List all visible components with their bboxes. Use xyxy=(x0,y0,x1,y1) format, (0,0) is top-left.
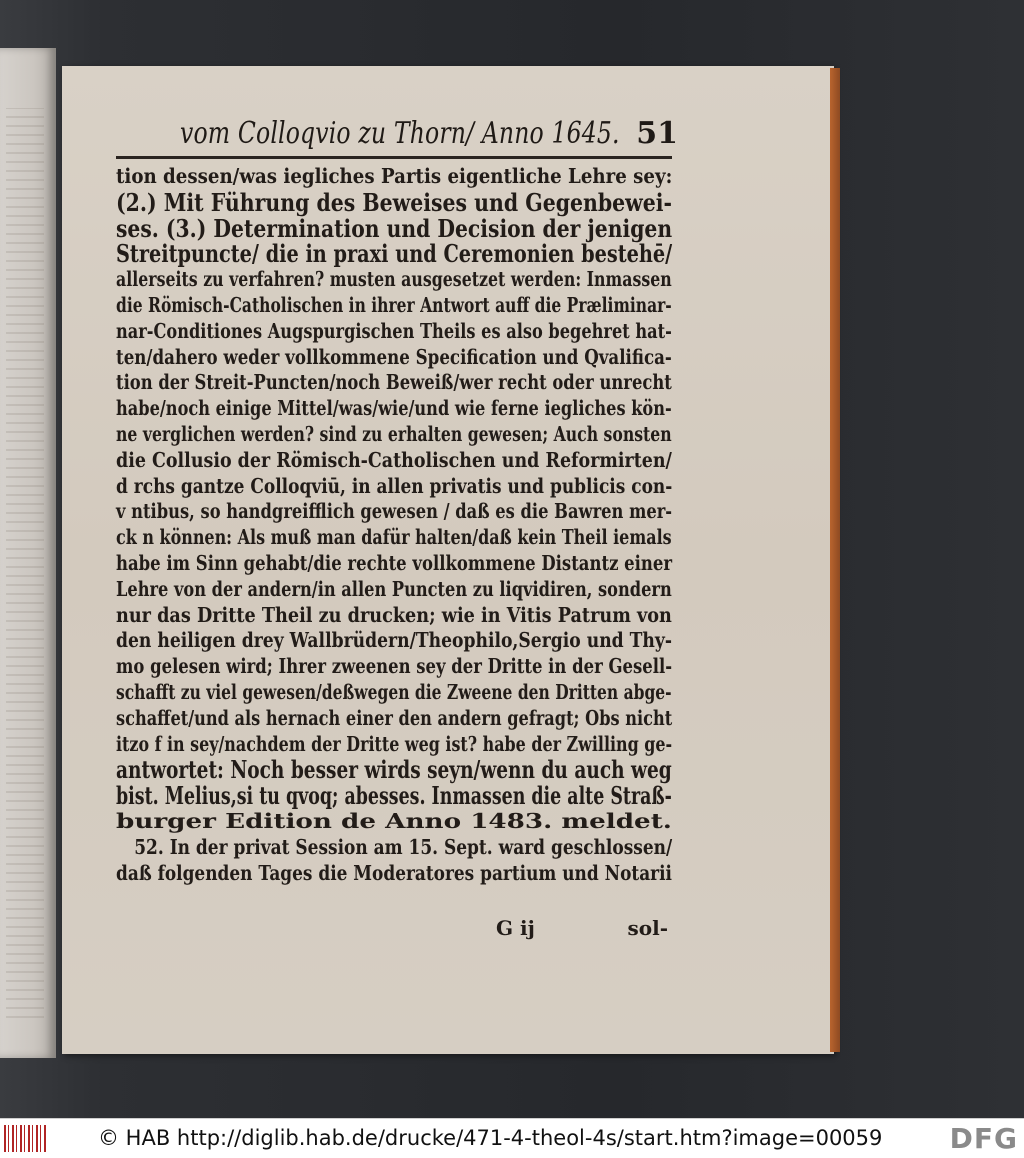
text-line: den heiligen drey Wallbrüdern/Theophilo,Sergio und Thy- xyxy=(116,628,673,653)
text-line: ten/dahero weder vollkommene Specification und Qvalifica- xyxy=(116,344,672,369)
copyright-url[interactable]: © HAB http://diglib.hab.de/drucke/471-4-theol-4s/start.htm?image=00059 xyxy=(98,1126,883,1150)
text-line: schaffet/und als hernach einer den andern gefragt; Obs nicht xyxy=(116,705,673,730)
text-line: schafft zu viel gewesen/deßwegen die Zweene den Dritten abge- xyxy=(116,679,672,704)
text-line: mo gelesen wird; Ihrer zweenen sey der Dritte in der Gesell- xyxy=(116,654,673,679)
text-line: nar-Conditiones Augspurgischen Theils es also begehret hat- xyxy=(116,318,672,343)
text-line: habe im Sinn gehabt/die rechte vollkommene Distantz einer xyxy=(116,550,673,575)
text-line: ses. (3.) Determination und Decision der jenigen xyxy=(116,213,673,243)
body-text xyxy=(116,164,676,886)
text-line: bist. Melius,si tu qvoq; abesses. Inmassen die alte Straß- xyxy=(116,781,672,811)
text-line: antwortet: Noch besser wirds seyn/wenn du auch weg xyxy=(116,755,672,785)
text-line: v ntibus, so handgreifflich gewesen / daß es die Bawren mer- xyxy=(116,499,673,524)
text-line: tion der Streit-Puncten/noch Beweiß/wer recht oder unrecht xyxy=(116,370,672,395)
previous-page-edge xyxy=(0,48,56,1058)
text-line: die Collusio der Römisch-Catholischen und Reformirten/ xyxy=(116,447,672,472)
text-line: (2.) Mit Führung des Beweises und Gegenbewei- xyxy=(116,187,672,217)
header-rule xyxy=(116,156,672,159)
text-line: burger Edition de Anno 1483. meldet. xyxy=(116,808,672,833)
text-line: daß folgenden Tages die Moderatores partium und Notarii xyxy=(116,860,672,885)
page-number: 51 xyxy=(636,116,678,151)
catchword-line xyxy=(116,916,672,944)
page-edge xyxy=(830,68,840,1052)
text-line: ne verglichen werden? sind zu erhalten gewesen; Auch sonsten xyxy=(116,421,672,446)
barcode-icon xyxy=(4,1125,46,1152)
text-line: 52. In der privat Session am 15. Sept. ward geschlossen/ xyxy=(134,834,673,859)
running-title: vom Colloqvio zu Thorn/ Anno 1645. xyxy=(180,116,620,151)
text-line: allerseits zu verfahren? musten ausgesetzet werden: Inmassen xyxy=(116,267,672,292)
dfg-logo: DFG xyxy=(949,1122,1018,1155)
text-line: tion dessen/was iegliches Partis eigentliche Lehre sey: xyxy=(116,164,673,188)
signature-mark: G ij xyxy=(496,916,535,940)
text-line: Streitpuncte/ die in praxi und Ceremonien bestehē/ xyxy=(116,239,673,269)
text-line: nur das Dritte Theil zu drucken; wie in Vitis Patrum von xyxy=(116,602,672,627)
text-line: Lehre von der andern/in allen Puncten zu liqvidiren, sondern xyxy=(116,576,672,601)
text-line: ck n können: Als muß man dafür halten/daß kein Theil iemals xyxy=(116,525,672,550)
text-line: die Römisch-Catholischen in ihrer Antwort auff die Præliminar- xyxy=(116,292,672,317)
text-line: itzo f in sey/nachdem der Dritte weg ist? habe der Zwilling ge- xyxy=(116,731,673,756)
text-line: d rchs gantze Colloqviū, in allen privatis und publicis con- xyxy=(116,473,673,498)
running-head xyxy=(118,112,678,158)
text-line: habe/noch einige Mittel/was/wie/und wie ferne iegliches kön- xyxy=(116,396,672,421)
footer-bar xyxy=(0,1118,1024,1158)
catchword: sol- xyxy=(627,916,668,940)
